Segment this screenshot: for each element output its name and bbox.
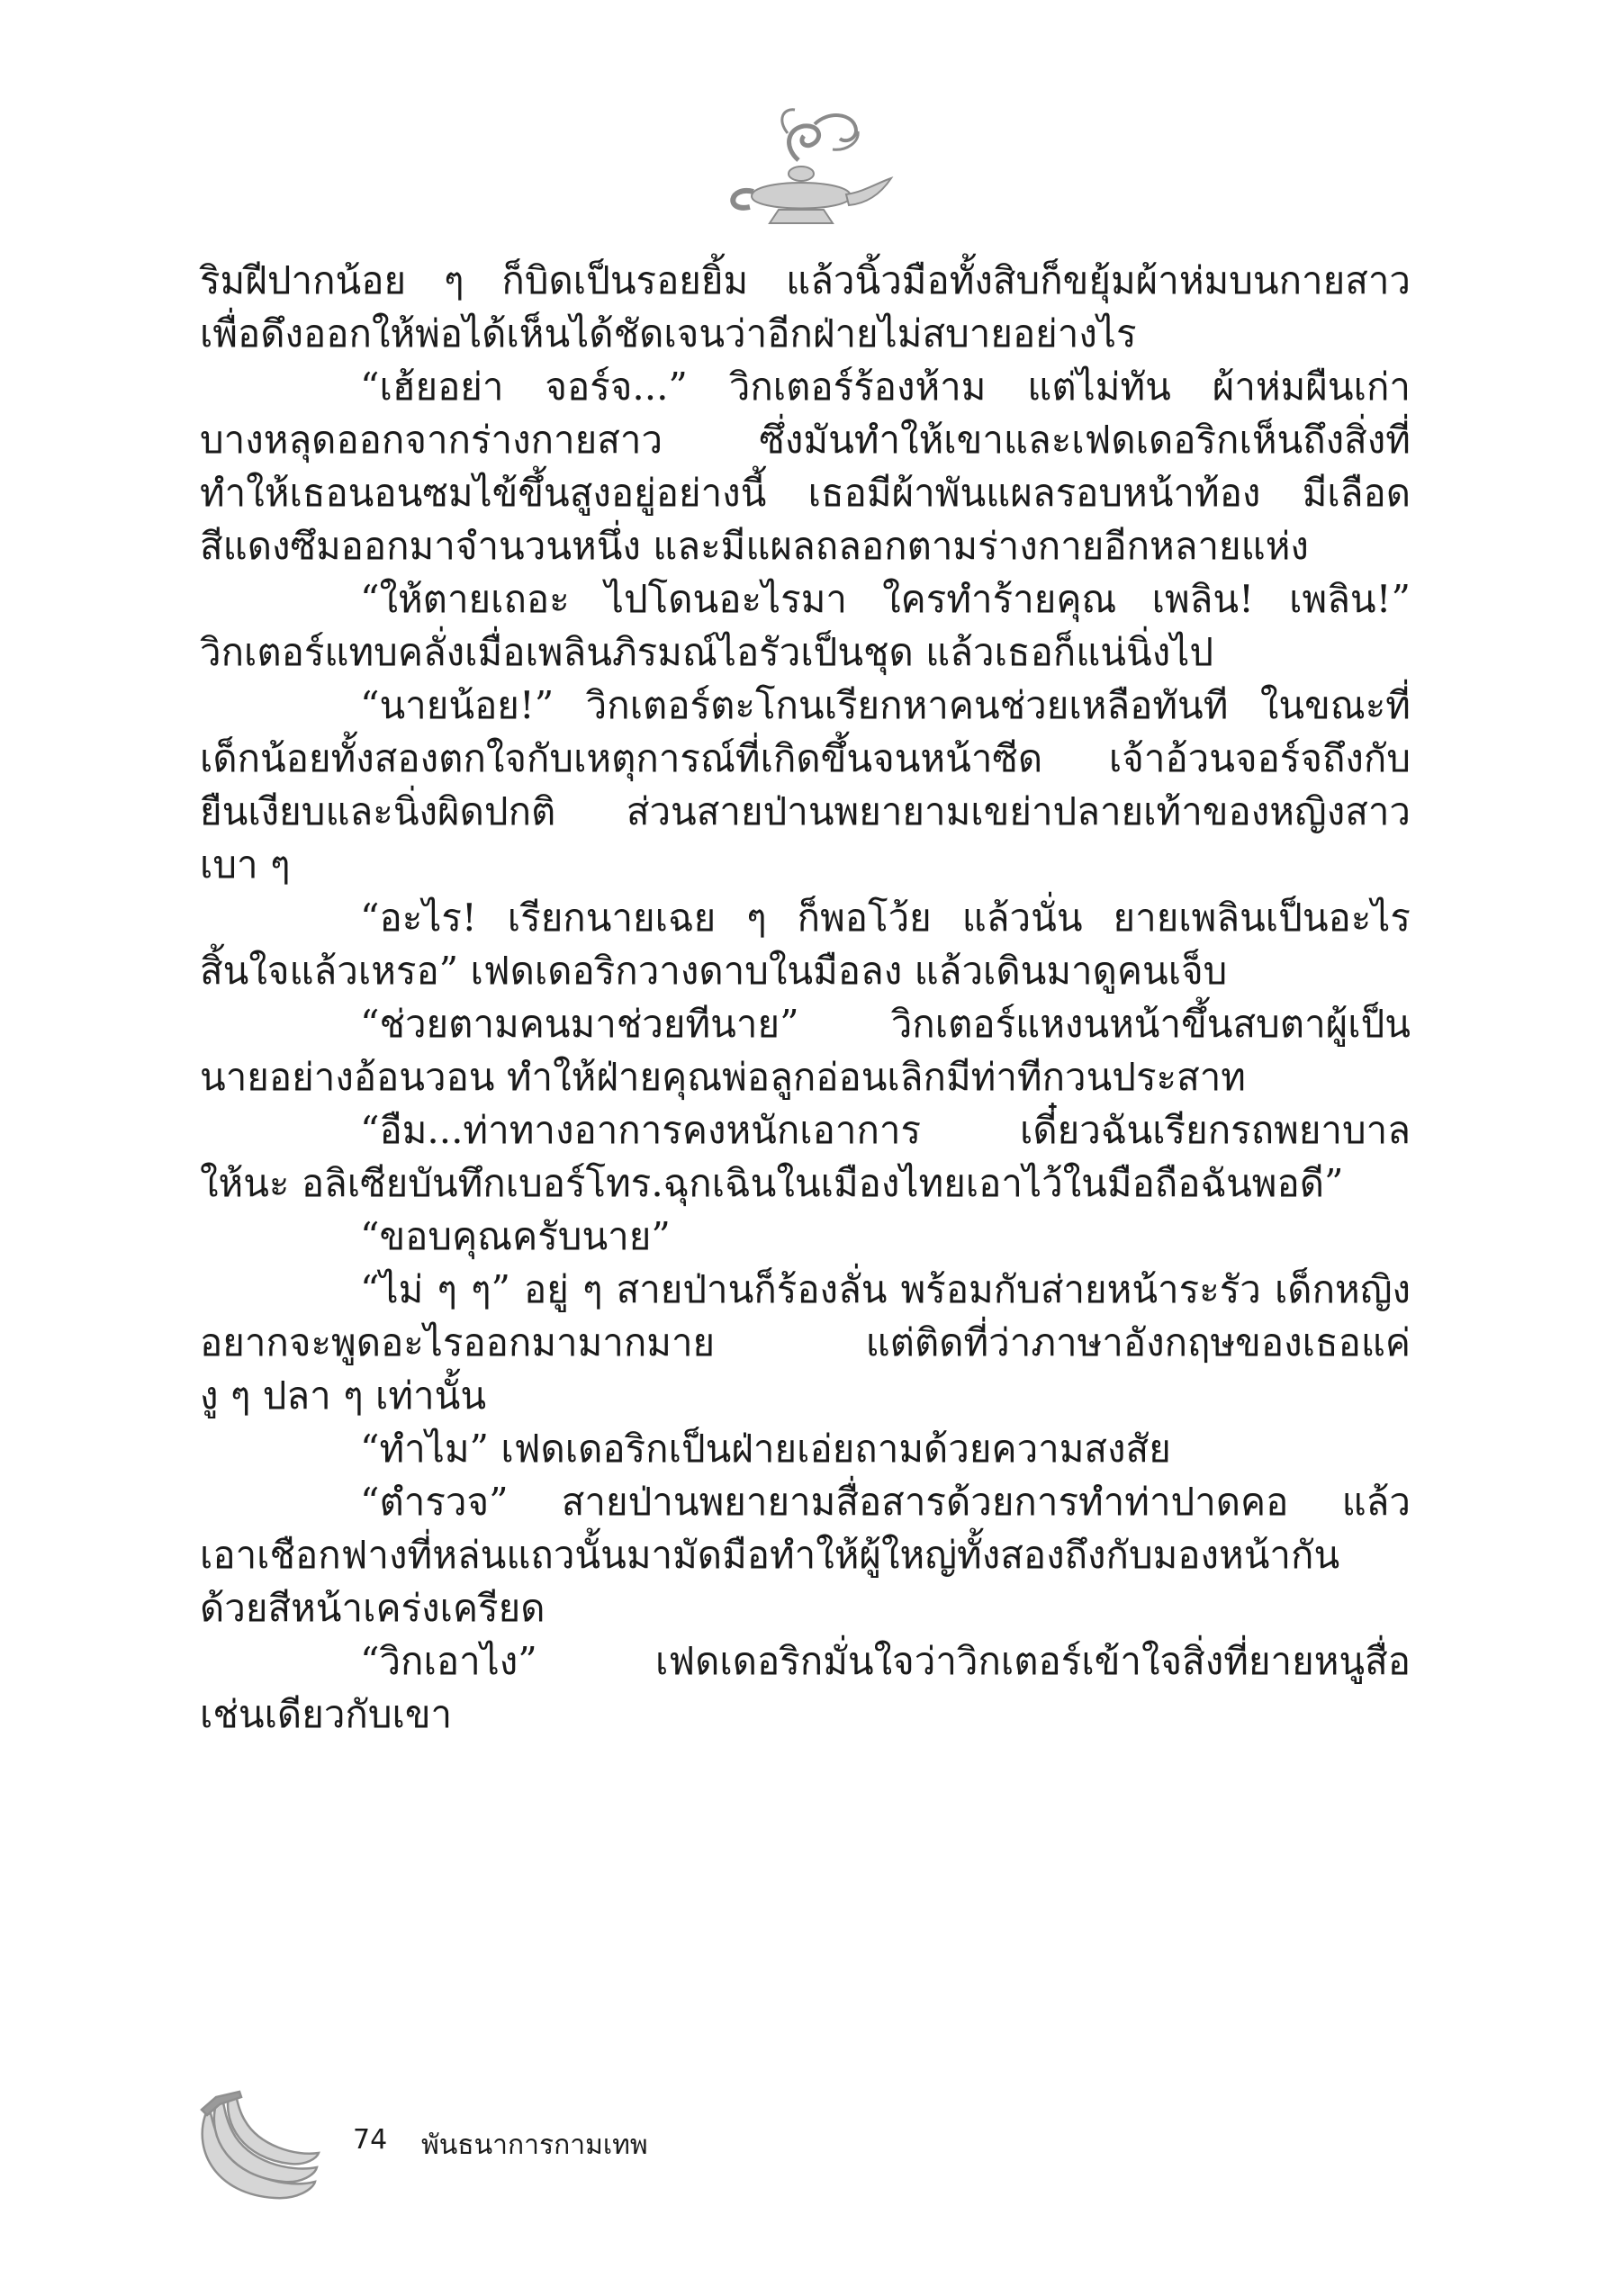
page-number: 74 [353,2124,388,2156]
text-line: ยืนเงียบและนิ่งผิดปกติ ส่วนสายป่านพยายามเขย่าปลายเท้าของหญิงสาว [200,789,1411,833]
text-line: เอาเชือกฟางที่หล่นแถวนั้นมามัดมือทำให้ผู้ใหญ่ทั้งสองถึงกับมองหน้ากัน [200,1533,1340,1577]
book-title: พันธนาการกามเทพ [421,2129,648,2161]
text-line: บางหลุดออกจากร่างกายสาว ซึ่งมันทำให้เขาและเฟดเดอริกเห็นถึงสิ่งที่ [200,418,1411,462]
text-line: เบา ๆ [200,842,291,887]
paragraph-first-line: “ทำไม” เฟดเดอริกเป็นฝ่ายเอ่ยถามด้วยความสงสัย [360,1427,1171,1471]
paragraph-first-line: “ขอบคุณครับนาย” [360,1214,671,1258]
genie-lamp-icon [698,106,905,241]
text-line: ทำให้เธอนอนซมไข้ขึ้นสูงอยู่อย่างนี้ เธอมีผ้าพันแผลรอบหน้าท้อง มีเลือด [200,471,1411,515]
text-line: ริมฝีปากน้อย ๆ ก็บิดเป็นรอยยิ้ม แล้วนิ้วมือทั้งสิบก็ขยุ้มผ้าห่มบนกายสาว [200,258,1411,302]
paragraph-first-line: “อะไร! เรียกนายเฉย ๆ ก็พอโว้ย แล้วนั่น ยายเพลินเป็นอะไร [360,896,1411,940]
paragraph-first-line: “ไม่ ๆ ๆ” อยู่ ๆ สายป่านก็ร้องลั่น พร้อมกับส่ายหน้าระรัว เด็กหญิง [360,1267,1411,1311]
bananas-icon [189,2088,324,2205]
text-line: สีแดงซึมออกมาจำนวนหนึ่ง และมีแผลถลอกตามร่างกายอีกหลายแห่ง [200,524,1309,568]
paragraph-first-line: “นายน้อย!” วิกเตอร์ตะโกนเรียกหาคนช่วยเหลือทันที ในขณะที่ [360,683,1411,727]
body-text [200,254,1411,1741]
text-line: วิกเตอร์แทบคลั่งเมื่อเพลินภิรมณ์ไอรัวเป็นชุด แล้วเธอก็แน่นิ่งไป [200,630,1214,674]
text-line: งู ๆ ปลา ๆ เท่านั้น [200,1373,487,1418]
text-line: ให้นะ อลิเซียบันทึกเบอร์โทร.ฉุกเฉินในเมืองไทยเอาไว้ในมือถือฉันพอดี” [200,1161,1344,1205]
paragraph-first-line: “ช่วยตามคนมาช่วยทีนาย” วิกเตอร์แหงนหน้าขึ้นสบตาผู้เป็น [360,1002,1411,1046]
text-line: นายอย่างอ้อนวอน ทำให้ฝ่ายคุณพ่อลูกอ่อนเลิกมีท่าทีกวนประสาท [200,1055,1246,1099]
paragraph-first-line: “เฮ้ยอย่า จอร์จ...” วิกเตอร์ร้องห้าม แต่ไม่ทัน ผ้าห่มผืนเก่า [360,365,1411,409]
paragraph-first-line: “ตำรวจ” สายป่านพยายามสื่อสารด้วยการทำท่าปาดคอ แล้ว [360,1480,1411,1524]
text-line: เด็กน้อยทั้งสองตกใจกับเหตุการณ์ที่เกิดขึ้นจนหน้าซีด เจ้าอ้วนจอร์จถึงกับ [200,736,1411,780]
text-line: เช่นเดียวกับเขา [200,1692,453,1736]
text-line: สิ้นใจแล้วเหรอ” เฟดเดอริกวางดาบในมือลง แล้วเดินมาดูคนเจ็บ [200,949,1228,993]
text-line: อยากจะพูดอะไรออกมามากมาย แต่ติดที่ว่าภาษาอังกฤษของเธอแค่ [200,1320,1411,1364]
text-line: ด้วยสีหน้าเคร่งเครียด [200,1586,546,1630]
text-line: เพื่อดึงออกให้พ่อได้เห็นได้ชัดเจนว่าอีกฝ่ายไม่สบายอย่างไร [200,311,1137,356]
paragraph-first-line: “วิกเอาไง” เฟดเดอริกมั่นใจว่าวิกเตอร์เข้าใจสิ่งที่ยายหนูสื่อ [360,1639,1411,1683]
paragraph-first-line: “ให้ตายเถอะ ไปโดนอะไรมา ใครทำร้ายคุณ เพลิน! เพลิน!” [360,577,1411,621]
paragraph-first-line: “อืม...ท่าทางอาการคงหนักเอาการ เดี๋ยวฉันเรียกรถพยาบาล [360,1108,1411,1152]
page-footer [189,2088,909,2205]
